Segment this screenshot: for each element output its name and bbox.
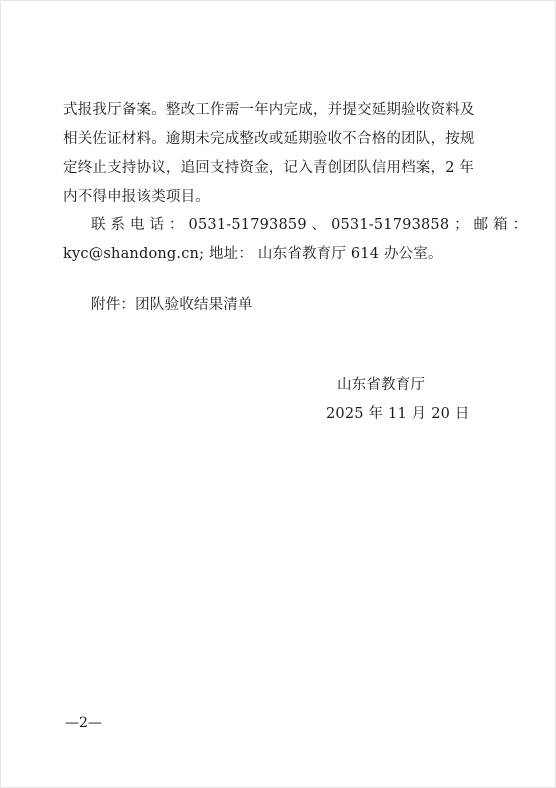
body-text-line: 相关佐证材料。逾期未完成整改或延期验收不合格的团队，按规 [63,131,475,147]
body-text-line: 定终止支持协议，追回支持资金，记入青创团队信用档案，2 年 [63,160,475,176]
body-text-line: 内不得申报该类项目。 [63,189,210,205]
body-text-line: 式报我厅备案。整改工作需一年内完成，并提交延期验收资料及 [63,102,475,118]
issuing-organization: 山东省教育厅 [337,377,426,393]
attachment-line: 附件：团队验收结果清单 [91,297,253,313]
page-number: —2— [65,715,102,731]
issue-date: 2025 年 11 月 20 日 [326,406,470,422]
contact-address-line: kyc@shandong.cn; 地址： 山东省教育厅 614 办公室。 [63,246,443,262]
contact-phone-line: 联 系 电 话 ： 0531-51793859 、 0531-51793858 ； 邮 箱 ： [91,217,528,233]
